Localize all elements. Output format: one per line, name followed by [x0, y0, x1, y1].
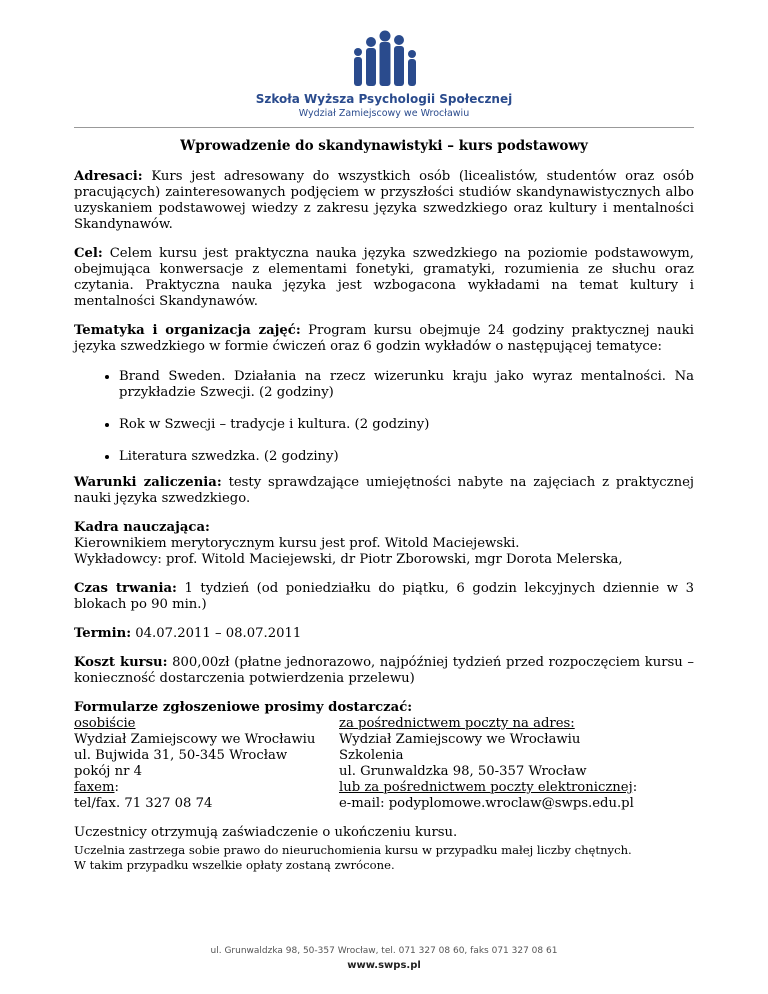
adresaci-text: Kurs jest adresowany do wszystkich osób (licealistów, studentów oraz osób pracujących) zainteresowanych podjęciem w przyszłości studiów skandynawistycznych albo uzyskaniem podstawowej wiedzy z zakresu języka szwedzkiego oraz kultury i mentalności Skandynawów.: [74, 169, 694, 232]
section-warunki: [74, 475, 694, 507]
post-line: ul. Grunwaldzka 98, 50-357 Wrocław: [339, 764, 587, 779]
tematyka-label: Tematyka i organizacja zajęć:: [74, 323, 301, 338]
list-item: • Literatura szwedzka. (2 godziny): [119, 449, 694, 465]
warunki-text: testy sprawdzające umiejętności nabyte na zajęciach z praktycznej nauki języka szwedzkiego.: [74, 475, 694, 506]
section-tematyka: [74, 323, 694, 355]
termin-label: Termin:: [74, 626, 132, 641]
email-label: lub za pośrednictwem poczty elektronicznej: [339, 780, 633, 795]
fax-label: faxem: [74, 780, 115, 795]
post-line: Wydział Zamiejscowy we Wrocławiu: [339, 732, 581, 747]
section-koszt: [74, 655, 694, 687]
kadra-line1: Kierownikiem merytorycznym kursu jest prof. Witold Maciejewski.: [74, 536, 520, 551]
in-person-line: pokój nr 4: [74, 764, 142, 779]
post-line: Szkolenia: [339, 748, 404, 763]
section-formularze: [74, 700, 694, 812]
cel-text: Celem kursu jest praktyczna nauka języka szwedzkiego na poziomie podstawowym, obejmująca konwersacje z elementami fonetyki, gramatyki, rozumienia ze słuchu oraz czytania. Praktyczna nauka języka jest wzbogacona wykładami na temat kultury i mentalności Skandynawów.: [74, 246, 694, 309]
page-footer: [0, 946, 768, 971]
document-body: [74, 138, 694, 873]
formularze-heading: Formularze zgłoszeniowe prosimy dostarczać:: [74, 700, 413, 715]
header-divider: [74, 127, 694, 128]
koszt-label: Koszt kursu:: [74, 655, 168, 670]
email-address[interactable]: e-mail: podyplomowe.wroclaw@swps.edu.pl: [339, 796, 634, 811]
cancellation-note-2: W takim przypadku wszelkie opłaty zostaną zwrócone.: [74, 858, 395, 872]
delivery-in-person: [74, 716, 339, 812]
czas-label: Czas trwania:: [74, 581, 177, 596]
email-colon: :: [632, 780, 638, 795]
section-termin: [74, 626, 694, 642]
university-logo: [0, 30, 768, 119]
fax-colon: :: [114, 780, 119, 795]
czas-text: 1 tydzień (od poniedziałku do piątku, 6 godzin lekcyjnych dziennie w 3 blokach po 90 min.): [74, 581, 694, 612]
in-person-line: ul. Bujwida 31, 50-345 Wrocław: [74, 748, 288, 763]
section-kadra: [74, 520, 694, 568]
section-czas: [74, 581, 694, 613]
delivery-columns: [74, 716, 694, 812]
footer-website-link[interactable]: www.swps.pl: [347, 960, 421, 971]
in-person-heading: osobiście: [74, 716, 136, 731]
people-silhouettes-icon: [344, 30, 424, 88]
section-adresaci: [74, 169, 694, 233]
tematyka-text: Program kursu obejmuje 24 godziny praktycznej nauki języka szwedzkiego w formie ćwiczeń oraz 6 godzin wykładów o następującej tematyce:: [74, 323, 694, 354]
topics-list: [74, 369, 694, 465]
fax-number: tel/fax. 71 327 08 74: [74, 796, 213, 811]
email-heading: [339, 780, 694, 796]
kadra-line2: Wykładowcy: prof. Witold Maciejewski, dr Piotr Zborowski, mgr Dorota Melerska,: [74, 552, 623, 567]
delivery-by-post: [339, 716, 694, 812]
post-heading: za pośrednictwem poczty na adres:: [339, 716, 575, 731]
page-title: Wprowadzenie do skandynawistyki – kurs podstawowy: [180, 138, 588, 154]
in-person-line: Wydział Zamiejscowy we Wrocławiu: [74, 732, 316, 747]
koszt-text: 800,00zł (płatne jednorazowo, najpóźniej tydzień przed rozpoczęciem kursu – konieczność dostarczenia potwierdzenia przelewu): [74, 655, 694, 686]
certificate-note: Uczestnicy otrzymują zaświadczenie o ukończeniu kursu.: [74, 825, 458, 840]
termin-text: 04.07.2011 – 08.07.2011: [135, 626, 302, 641]
kadra-label: Kadra nauczająca:: [74, 520, 210, 535]
fax-heading: [74, 780, 339, 796]
logo-faculty-name: Wydział Zamiejscowy we Wrocławiu: [298, 108, 470, 119]
cel-label: Cel:: [74, 246, 103, 261]
cancellation-note-1: Uczelnia zastrzega sobie prawo do nieuruchomienia kursu w przypadku małej liczby chętnych.: [74, 843, 632, 857]
list-item: • Brand Sweden. Działania na rzecz wizerunku kraju jako wyraz mentalności. Na przykładzie Szwecji. (2 godziny): [119, 369, 694, 401]
list-item: • Rok w Szwecji – tradycje i kultura. (2 godziny): [119, 417, 694, 433]
adresaci-label: Adresaci:: [74, 169, 143, 184]
warunki-label: Warunki zaliczenia:: [74, 475, 222, 490]
footer-address: ul. Grunwaldzka 98, 50-357 Wrocław, tel. 071 327 08 60, faks 071 327 08 61: [210, 946, 558, 956]
section-cel: [74, 246, 694, 310]
logo-university-name: Szkoła Wyższa Psychologii Społecznej: [255, 92, 513, 106]
